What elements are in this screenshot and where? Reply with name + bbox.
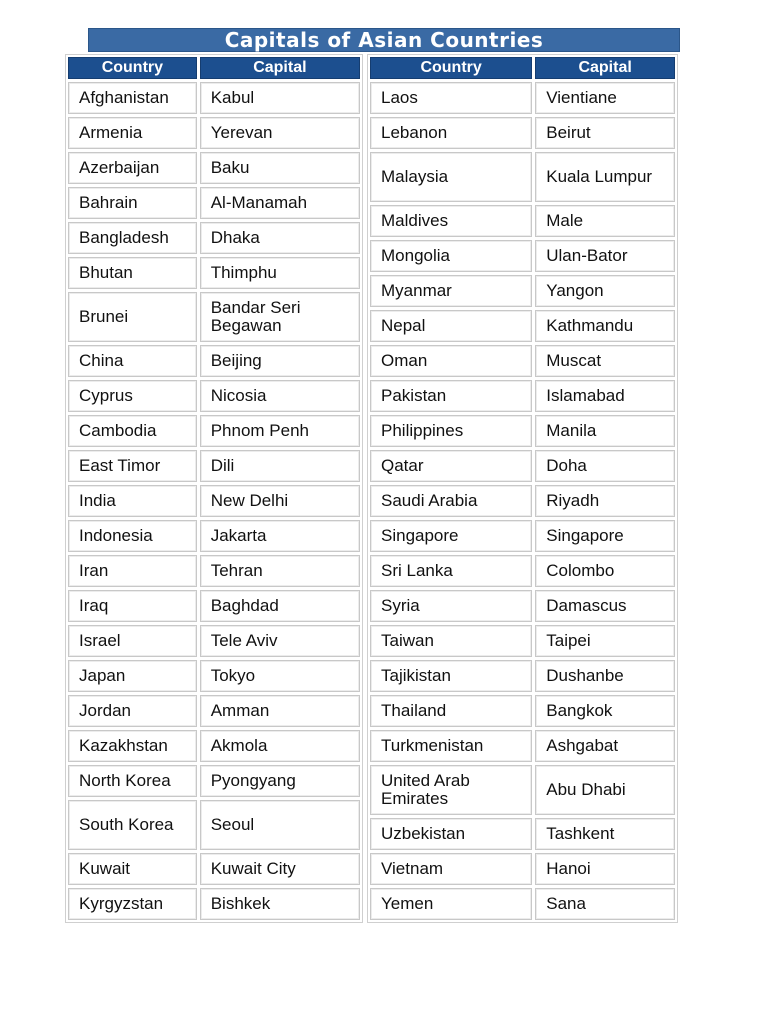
capital-cell: Thimphu	[200, 257, 360, 289]
country-cell: Cyprus	[68, 380, 197, 412]
table-row	[370, 485, 675, 517]
capital-cell: Kuwait City	[200, 853, 360, 885]
country-cell: North Korea	[68, 765, 197, 797]
table-row	[370, 555, 675, 587]
capital-cell: Male	[535, 205, 675, 237]
table-row	[370, 520, 675, 552]
capital-cell: Dhaka	[200, 222, 360, 254]
table-row	[370, 345, 675, 377]
capital-cell: Abu Dhabi	[535, 765, 675, 815]
capital-cell: Sana	[535, 888, 675, 920]
country-cell: Indonesia	[68, 520, 197, 552]
table-row	[68, 888, 360, 920]
table-row	[68, 292, 360, 342]
column-header-country: Country	[68, 57, 197, 79]
capital-cell: Damascus	[535, 590, 675, 622]
capital-cell: Nicosia	[200, 380, 360, 412]
country-cell: United Arab Emirates	[370, 765, 532, 815]
capital-cell: Dushanbe	[535, 660, 675, 692]
capital-cell: Baku	[200, 152, 360, 184]
table-row	[370, 818, 675, 850]
table-row	[370, 380, 675, 412]
capital-cell: Kabul	[200, 82, 360, 114]
table-row	[68, 800, 360, 850]
country-cell: Kyrgyzstan	[68, 888, 197, 920]
country-cell: Iraq	[68, 590, 197, 622]
capital-cell: Yerevan	[200, 117, 360, 149]
table-row	[370, 82, 675, 114]
table-row	[68, 187, 360, 219]
country-cell: Lebanon	[370, 117, 532, 149]
country-cell: Saudi Arabia	[370, 485, 532, 517]
table-row	[370, 888, 675, 920]
capital-cell: Seoul	[200, 800, 360, 850]
country-cell: East Timor	[68, 450, 197, 482]
table-row	[68, 590, 360, 622]
country-cell: Oman	[370, 345, 532, 377]
capital-cell: Doha	[535, 450, 675, 482]
table-row	[370, 625, 675, 657]
country-cell: China	[68, 345, 197, 377]
country-cell: Armenia	[68, 117, 197, 149]
capital-cell: Beirut	[535, 117, 675, 149]
country-cell: Uzbekistan	[370, 818, 532, 850]
table-row	[68, 485, 360, 517]
country-cell: Turkmenistan	[370, 730, 532, 762]
capital-cell: Yangon	[535, 275, 675, 307]
country-cell: Syria	[370, 590, 532, 622]
table-row	[370, 590, 675, 622]
capital-cell: Muscat	[535, 345, 675, 377]
table-row	[68, 380, 360, 412]
table-row	[68, 625, 360, 657]
country-cell: Brunei	[68, 292, 197, 342]
country-cell: Qatar	[370, 450, 532, 482]
capital-cell: Bishkek	[200, 888, 360, 920]
country-cell: Israel	[68, 625, 197, 657]
capitals-table-left	[65, 54, 363, 923]
capital-cell: Singapore	[535, 520, 675, 552]
table-row	[68, 765, 360, 797]
capital-cell: Bangkok	[535, 695, 675, 727]
capital-cell: Colombo	[535, 555, 675, 587]
table-row	[68, 450, 360, 482]
capital-cell: Pyongyang	[200, 765, 360, 797]
capital-cell: Dili	[200, 450, 360, 482]
capital-cell: Bandar Seri Begawan	[200, 292, 360, 342]
country-cell: Singapore	[370, 520, 532, 552]
country-cell: Pakistan	[370, 380, 532, 412]
capital-cell: Tashkent	[535, 818, 675, 850]
table-header-row	[68, 57, 360, 79]
capital-cell: Hanoi	[535, 853, 675, 885]
table-row	[370, 730, 675, 762]
capital-cell: Kuala Lumpur	[535, 152, 675, 202]
country-cell: Azerbaijan	[68, 152, 197, 184]
capital-cell: Islamabad	[535, 380, 675, 412]
country-cell: Sri Lanka	[370, 555, 532, 587]
table-row	[68, 730, 360, 762]
table-row	[68, 415, 360, 447]
country-cell: Bangladesh	[68, 222, 197, 254]
table-row	[370, 240, 675, 272]
capital-cell: New Delhi	[200, 485, 360, 517]
capital-cell: Vientiane	[535, 82, 675, 114]
column-header-capital: Capital	[200, 57, 360, 79]
table-row	[370, 450, 675, 482]
table-row	[370, 275, 675, 307]
table-row	[370, 415, 675, 447]
country-cell: Jordan	[68, 695, 197, 727]
table-row	[68, 520, 360, 552]
country-cell: Bahrain	[68, 187, 197, 219]
table-row	[68, 222, 360, 254]
country-cell: Taiwan	[370, 625, 532, 657]
country-cell: Philippines	[370, 415, 532, 447]
country-cell: Myanmar	[370, 275, 532, 307]
table-row	[68, 257, 360, 289]
country-cell: Malaysia	[370, 152, 532, 202]
capital-cell: Phnom Penh	[200, 415, 360, 447]
table-row	[68, 152, 360, 184]
country-cell: Kuwait	[68, 853, 197, 885]
table-row	[370, 152, 675, 202]
country-cell: Maldives	[370, 205, 532, 237]
country-cell: Laos	[370, 82, 532, 114]
country-cell: Thailand	[370, 695, 532, 727]
country-cell: Mongolia	[370, 240, 532, 272]
table-row	[370, 695, 675, 727]
table-row	[370, 660, 675, 692]
country-cell: Tajikistan	[370, 660, 532, 692]
table-row	[370, 765, 675, 815]
capital-cell: Taipei	[535, 625, 675, 657]
table-row	[68, 345, 360, 377]
table-row	[68, 555, 360, 587]
capitals-table-right	[367, 54, 678, 923]
capital-cell: Amman	[200, 695, 360, 727]
country-cell: Japan	[68, 660, 197, 692]
capital-cell: Akmola	[200, 730, 360, 762]
capital-cell: Kathmandu	[535, 310, 675, 342]
capital-cell: Tokyo	[200, 660, 360, 692]
table-row	[370, 117, 675, 149]
capital-cell: Manila	[535, 415, 675, 447]
country-cell: Yemen	[370, 888, 532, 920]
capital-cell: Beijing	[200, 345, 360, 377]
country-cell: Nepal	[370, 310, 532, 342]
table-row	[68, 82, 360, 114]
capital-cell: Ulan-Bator	[535, 240, 675, 272]
table-row	[68, 695, 360, 727]
table-header-row	[370, 57, 675, 79]
capital-cell: Jakarta	[200, 520, 360, 552]
country-cell: Iran	[68, 555, 197, 587]
table-row	[370, 310, 675, 342]
capital-cell: Tehran	[200, 555, 360, 587]
capital-cell: Baghdad	[200, 590, 360, 622]
country-cell: India	[68, 485, 197, 517]
table-row	[370, 205, 675, 237]
column-header-capital: Capital	[535, 57, 675, 79]
table-row	[68, 660, 360, 692]
column-header-country: Country	[370, 57, 532, 79]
capital-cell: Al-Manamah	[200, 187, 360, 219]
page-title: Capitals of Asian Countries	[88, 28, 680, 52]
country-cell: Cambodia	[68, 415, 197, 447]
table-row	[370, 853, 675, 885]
table-row	[68, 117, 360, 149]
country-cell: Kazakhstan	[68, 730, 197, 762]
country-cell: Afghanistan	[68, 82, 197, 114]
country-cell: South Korea	[68, 800, 197, 850]
capital-cell: Tele Aviv	[200, 625, 360, 657]
capital-cell: Riyadh	[535, 485, 675, 517]
country-cell: Vietnam	[370, 853, 532, 885]
country-cell: Bhutan	[68, 257, 197, 289]
table-row	[68, 853, 360, 885]
capital-cell: Ashgabat	[535, 730, 675, 762]
